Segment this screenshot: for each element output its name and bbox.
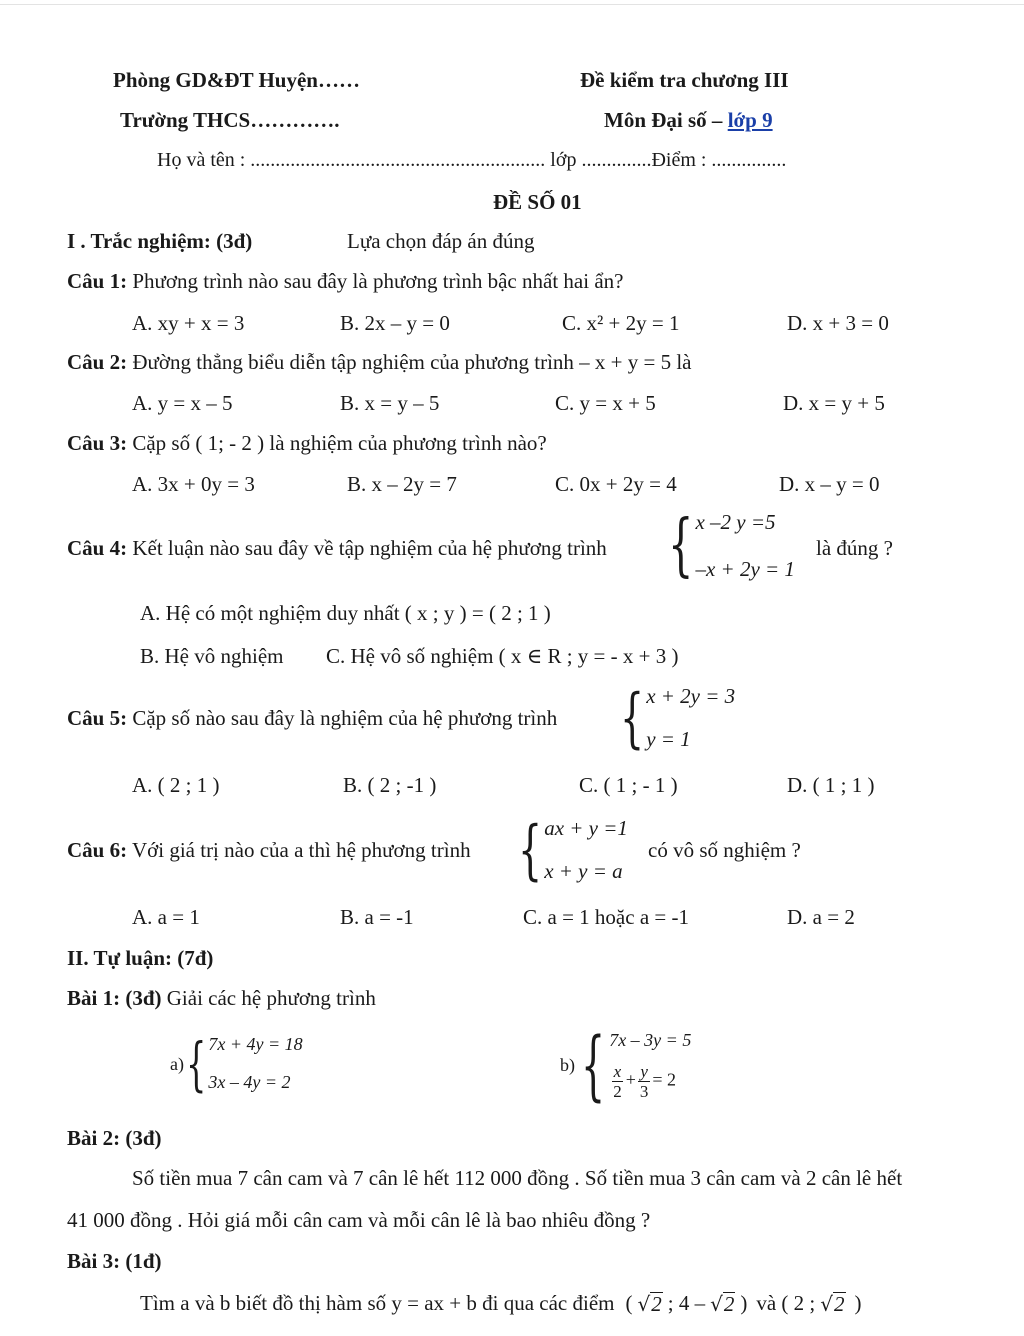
part2-title: II. Tự luận: (7đ)	[67, 946, 214, 970]
q6-system	[518, 812, 628, 888]
question-label: Câu 4:	[67, 536, 128, 560]
de-so: ĐỀ SỐ 01	[493, 190, 582, 214]
question-label: Câu 5:	[67, 706, 128, 730]
q5-option-b[interactable]: B. ( 2 ; -1 )	[343, 773, 437, 797]
phong-gd: Phòng GD&ĐT Huyện……	[113, 68, 360, 92]
sqrt-2: √ 2	[710, 1292, 735, 1317]
question-6	[67, 838, 471, 863]
bai-text: Giải các hệ phương trình	[166, 986, 376, 1010]
left-brace: {	[518, 812, 543, 888]
mon-line	[604, 108, 773, 133]
question-label: Câu 1:	[67, 269, 128, 293]
left-brace: {	[668, 506, 694, 586]
q4-option-a[interactable]: A. Hệ có một nghiệm duy nhất ( x ; y ) = ( 2 ; 1 )	[140, 601, 551, 625]
question-text: Kết luận nào sau đây về tập nghiệm của hệ phương trình	[132, 536, 607, 560]
system-line: y = 1	[646, 726, 691, 751]
question-text: Đường thẳng biểu diễn tập nghiệm của phương trình – x + y = 5 là	[132, 350, 692, 374]
q5-system	[620, 680, 736, 756]
question-label: Câu 2:	[67, 350, 128, 374]
system-line: x + 2y = 3	[646, 684, 736, 708]
question-4	[67, 536, 607, 561]
system-line: x + y = a	[544, 858, 623, 883]
bai-3-text: Tìm a và b biết đồ thị hàm số y = ax + b đi qua các điểm	[140, 1291, 615, 1315]
system-line: ax + y =1	[544, 816, 628, 840]
q1-option-c[interactable]: C. x² + 2y = 1	[562, 311, 680, 335]
system-line: 3x – 4y = 2	[208, 1072, 291, 1093]
bai-2-line1: Số tiền mua 7 cân cam và 7 cân lê hết 112 000 đồng . Số tiền mua 3 cân cam và 2 cân lê hết	[132, 1166, 903, 1190]
q6-option-b[interactable]: B. a = -1	[340, 905, 414, 929]
q6-suffix: có vô số nghiệm ?	[648, 838, 801, 862]
q4-suffix: là đúng ?	[816, 536, 893, 560]
sqrt-2: √ 2	[820, 1292, 845, 1317]
q6-option-a[interactable]: A. a = 1	[132, 905, 200, 929]
fraction-x-over-2: $\frac{x}{2}$	[613, 1062, 622, 1102]
q6-option-d[interactable]: D. a = 2	[787, 905, 855, 929]
q3-option-d[interactable]: D. x – y = 0	[779, 472, 880, 496]
question-text: Cặp số ( 1; - 2 ) là nghiệm của phương trình nào?	[132, 431, 547, 455]
system-line-fractions: $\frac{x}{2}$ + $\frac{y}{3}$ = 2	[613, 1062, 676, 1102]
system-line: x –2 y =5	[695, 510, 776, 534]
q5-option-c[interactable]: C. ( 1 ; - 1 )	[579, 773, 678, 797]
q5-option-a[interactable]: A. ( 2 ; 1 )	[132, 773, 220, 797]
q6-option-c[interactable]: C. a = 1 hoặc a = -1	[523, 905, 689, 929]
bai-2-line2: 41 000 đồng . Hỏi giá mỗi cân cam và mỗi cân lê là bao nhiêu đồng ?	[67, 1208, 651, 1232]
bai1a-label: a)	[170, 1053, 184, 1074]
q2-option-d[interactable]: D. x = y + 5	[783, 391, 885, 415]
question-1	[67, 269, 623, 294]
left-brace: {	[581, 1021, 606, 1109]
question-2	[67, 350, 692, 375]
sqrt-2: √ 2	[637, 1292, 662, 1317]
bai-3-text-line: Tìm a và b biết đồ thị hàm số y = ax + b đi qua các điểm ( √ 2 ; 4 – √ 2 ) và ( 2 ; √ 2 )	[140, 1291, 862, 1317]
top-border	[0, 0, 1024, 5]
lop-9-link[interactable]: lớp 9	[727, 108, 773, 132]
system-line: –x + 2y = 1	[695, 556, 795, 581]
q2-option-c[interactable]: C. y = x + 5	[555, 391, 656, 415]
bai1a-system	[170, 1029, 303, 1099]
question-label: Câu 3:	[67, 431, 128, 455]
bai-label: Bài 1: (3đ)	[67, 986, 162, 1010]
system-line: 7x + 4y = 18	[208, 1034, 303, 1054]
bai-2-label: Bài 2: (3đ)	[67, 1126, 162, 1150]
fraction-y-over-3: $\frac{y}{3}$	[639, 1062, 649, 1102]
q2-option-b[interactable]: B. x = y – 5	[340, 391, 440, 415]
bai1b-label: b)	[560, 1054, 575, 1075]
student-info-line: Họ và tên : ........................................................... lớp ..............Điểm : ...............	[157, 149, 787, 171]
q1-option-b[interactable]: B. 2x – y = 0	[340, 311, 450, 335]
q1-option-d[interactable]: D. x + 3 = 0	[787, 311, 889, 335]
q1-option-a[interactable]: A. xy + x = 3	[132, 311, 245, 335]
q5-option-d[interactable]: D. ( 1 ; 1 )	[787, 773, 875, 797]
bai1b-system	[560, 1021, 692, 1109]
q4-option-c[interactable]: C. Hệ vô số nghiệm ( x ∈ R ; y = - x + 3 )	[326, 644, 679, 668]
mon-prefix: Môn Đại số –	[604, 108, 723, 132]
cut-off-text-fragment	[490, 1328, 550, 1336]
truong-thcs: Trường THCS………….	[120, 108, 340, 132]
q3-option-b[interactable]: B. x – 2y = 7	[347, 472, 457, 496]
question-text: Cặp số nào sau đây là nghiệm của hệ phương trình	[132, 706, 558, 730]
bai-1	[67, 986, 376, 1011]
exam-title: Đề kiểm tra chương III	[580, 68, 789, 92]
bai-3-label: Bài 3: (1đ)	[67, 1249, 162, 1273]
question-3	[67, 431, 547, 456]
question-text: Phương trình nào sau đây là phương trình bậc nhất hai ẩn?	[132, 269, 624, 293]
question-text: Với giá trị nào của a thì hệ phương trình	[131, 838, 471, 862]
q3-option-a[interactable]: A. 3x + 0y = 3	[132, 472, 255, 496]
left-brace: {	[185, 1029, 207, 1099]
question-label: Câu 6:	[67, 838, 128, 862]
part1-instruction: Lựa chọn đáp án đúng	[347, 229, 535, 253]
q4-system	[668, 506, 795, 586]
q2-option-a[interactable]: A. y = x – 5	[132, 391, 233, 415]
q4-option-b[interactable]: B. Hệ vô nghiệm	[140, 644, 284, 668]
system-line: 7x – 3y = 5	[609, 1029, 692, 1050]
question-5	[67, 706, 557, 731]
left-brace: {	[620, 680, 645, 756]
part1-title: I . Trắc nghiệm: (3đ)	[67, 229, 253, 253]
q3-option-c[interactable]: C. 0x + 2y = 4	[555, 472, 677, 496]
